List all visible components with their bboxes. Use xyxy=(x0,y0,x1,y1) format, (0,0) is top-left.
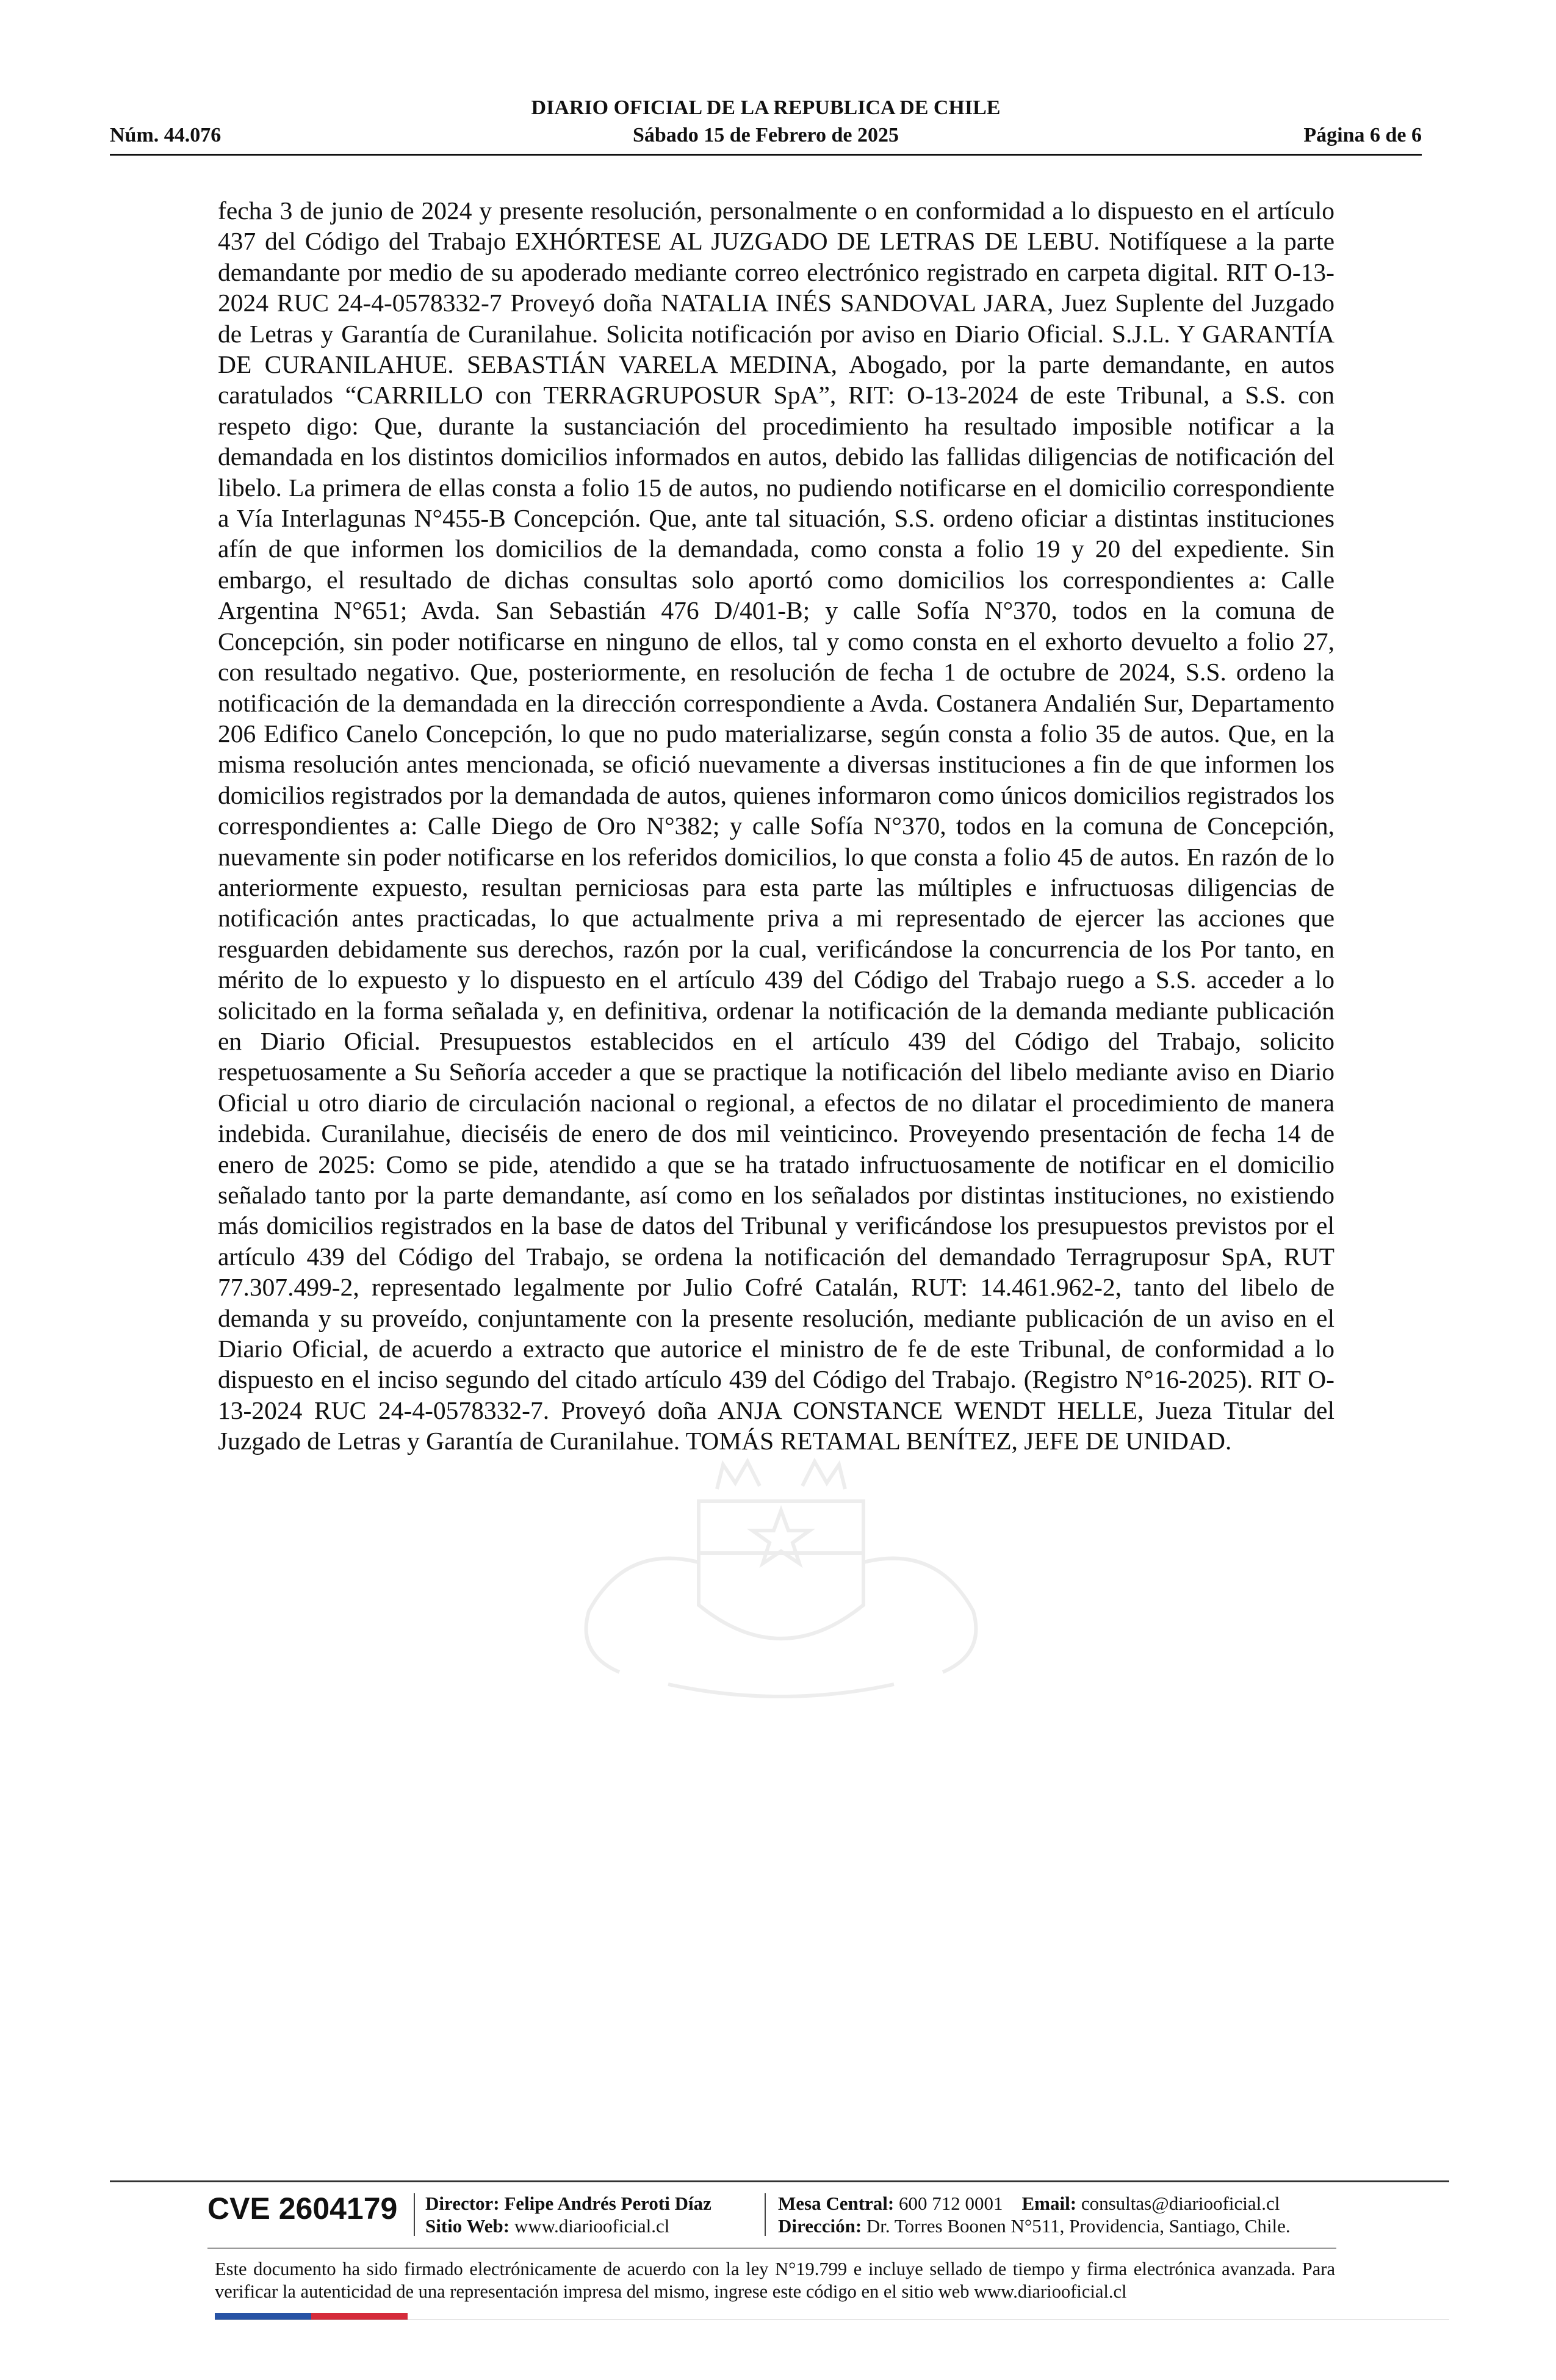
digital-signature-note: Este documento ha sido firmado electrónicamente de acuerdo con la ley N°19.799 e incluye sellado de tiempo y firma electrónica avanzada. Para verificar la autenticidad de una representación impresa del mismo, ingrese este código en el sitio web www.diariooficial.cl xyxy=(215,2259,1335,2302)
mesa-label: Mesa Central: xyxy=(778,2193,895,2214)
mesa-phone: 600 712 0001 xyxy=(899,2193,1003,2214)
footer-inner-divider xyxy=(207,2248,1336,2249)
address-value: Dr. Torres Boonen N°511, Providencia, Santiago, Chile. xyxy=(866,2215,1291,2237)
email-label: Email: xyxy=(1021,2193,1077,2214)
page-header xyxy=(110,95,1422,150)
footer-divider xyxy=(110,2180,1449,2182)
footer-separator xyxy=(414,2193,415,2236)
director-label: Director: xyxy=(425,2193,500,2214)
footer-director-block xyxy=(425,2192,711,2237)
address-label: Dirección: xyxy=(778,2215,862,2237)
issue-date: Sábado 15 de Febrero de 2025 xyxy=(632,124,899,146)
header-divider xyxy=(110,154,1422,156)
site-link[interactable]: www.diariooficial.cl xyxy=(514,2215,670,2237)
director-name: Felipe Andrés Peroti Díaz xyxy=(504,2193,711,2214)
header-info-row xyxy=(110,121,1422,150)
site-label: Sitio Web: xyxy=(425,2215,510,2237)
coat-of-arms-watermark-icon xyxy=(516,1452,1046,1709)
page-number: Página 6 de 6 xyxy=(1303,124,1422,146)
email-link[interactable]: consultas@diariooficial.cl xyxy=(1081,2193,1280,2214)
issue-number: Núm. 44.076 xyxy=(110,124,222,146)
cve-code: CVE 2604179 xyxy=(207,2191,398,2226)
legal-notice-text: fecha 3 de junio de 2024 y presente resolución, personalmente o en conformidad a lo dispuesto en el artículo 437 del Código del Trabajo EXHÓRTESE AL JUZGADO DE LETRAS DE LEBU. Notifíquese a la parte demandante por medio de su apoderado mediante correo electrónico registrado en carpeta digital. RIT O-13-2024 RUC 24-4-0578332-7 Proveyó doña NATALIA INÉS SANDOVAL JARA, Juez Suplente del Juzgado de Letras y Garantía de Curanilahue. Solicita notificación por aviso en Diario Oficial. S.J.L. Y GARANTÍA DE CURANILAHUE. SEBASTIÁN VARELA MEDINA, Abogado, por la parte demandante, en autos caratulados “CARRILLO con TERRAGRUPOSUR SpA”, RIT: O-13-2024 de este Tribunal, a S.S. con respeto digo: Que, durante la sustanciación del procedimiento ha resultado imposible notificar a la demandada en los distintos domicilios informados en autos, debido las fallidas diligencias de notificación del libelo. La primera de ellas consta a folio 15 de autos, no pudiendo notificarse en el domicilio correspondiente a Vía Interlagunas N°455-B Concepción. Que, ante tal situación, S.S. ordeno oficiar a distintas instituciones afín de que informen los domicilios de la demandada, como consta a folio 19 y 20 del expediente. Sin embargo, el resultado de dichas consultas solo aportó como domicilios los correspondientes a: Calle Argentina N°651; Avda. San Sebastián 476 D/401-B; y calle Sofía N°370, todos en la comuna de Concepción, sin poder notificarse en ninguno de ellos, tal y como consta en el exhorto devuelto a folio 27, con resultado negativo. Que, posteriormente, en resolución de fecha 1 de octubre de 2024, S.S. ordeno la notificación de la demandada en la dirección correspondiente a Avda. Costanera Andalién Sur, Departamento 206 Edifico Canelo Concepción, lo que no pudo materializarse, según consta a folio 35 de autos. Que, en la misma resolución antes mencionada, se ofició nuevamente a diversas instituciones a fin de que informen los domicilios registrados por la demandada de autos, quienes informaron como únicos domicilios registrados los correspondientes a: Calle Diego de Oro N°382; y calle Sofía N°370, todos en la comuna de Concepción, nuevamente sin poder notificarse en los referidos domicilios, lo que consta a folio 45 de autos. En razón de lo anteriormente expuesto, resultan perniciosas para esta parte las múltiples e infructuosas diligencias de notificación antes practicadas, lo que actualmente priva a mi representado de ejercer las acciones que resguarden debidamente sus derechos, razón por la cual, verificándose la concurrencia de los Por tanto, en mérito de lo expuesto y lo dispuesto en el artículo 439 del Código del Trabajo ruego a S.S. acceder a lo solicitado en la forma señalada y, en definitiva, ordenar la notificación de la demanda mediante publicación en Diario Oficial. Presupuestos establecidos en el artículo 439 del Código del Trabajo, solicito respetuosamente a Su Señoría acceder a que se practique la notificación del libelo mediante aviso en Diario Oficial u otro diario de circulación nacional o regional, a efectos de no dilatar el procedimiento de manera indebida. Curanilahue, dieciséis de enero de dos mil veinticinco. Proveyendo presentación de fecha 14 de enero de 2025: Como se pide, atendido a que se ha tratado infructuosamente de notificar en el domicilio señalado tanto por la parte demandante, así como en los señalados por distintas instituciones, no existiendo más domicilios registrados en la base de datos del Tribunal y verificándose los presupuestos previstos por el artículo 439 del Código del Trabajo, se ordena la notificación del demandado Terragruposur SpA, RUT 77.307.499-2, representado legalmente por Julio Cofré Catalán, RUT: 14.461.962-2, tanto del libelo de demanda y su proveído, conjuntamente con la presente resolución, mediante publicación de un aviso en el Diario Oficial, de acuerdo a extracto que autorice el ministro de fe de este Tribunal, de conformidad a lo dispuesto en el inciso segundo del citado artículo 439 del Código del Trabajo. (Registro N°16-2025). RIT O-13-2024 RUC 24-4-0578332-7. Proveyó doña ANJA CONSTANCE WENDT HELLE, Jueza Titular del Juzgado de Letras y Garantía de Curanilahue. TOMÁS RETAMAL BENÍTEZ, JEFE DE UNIDAD. xyxy=(218,197,1334,1455)
footer-separator xyxy=(765,2193,766,2236)
footer-contact-block xyxy=(778,2192,1291,2237)
publication-title: DIARIO OFICIAL DE LA REPUBLICA DE CHILE xyxy=(531,96,1001,119)
